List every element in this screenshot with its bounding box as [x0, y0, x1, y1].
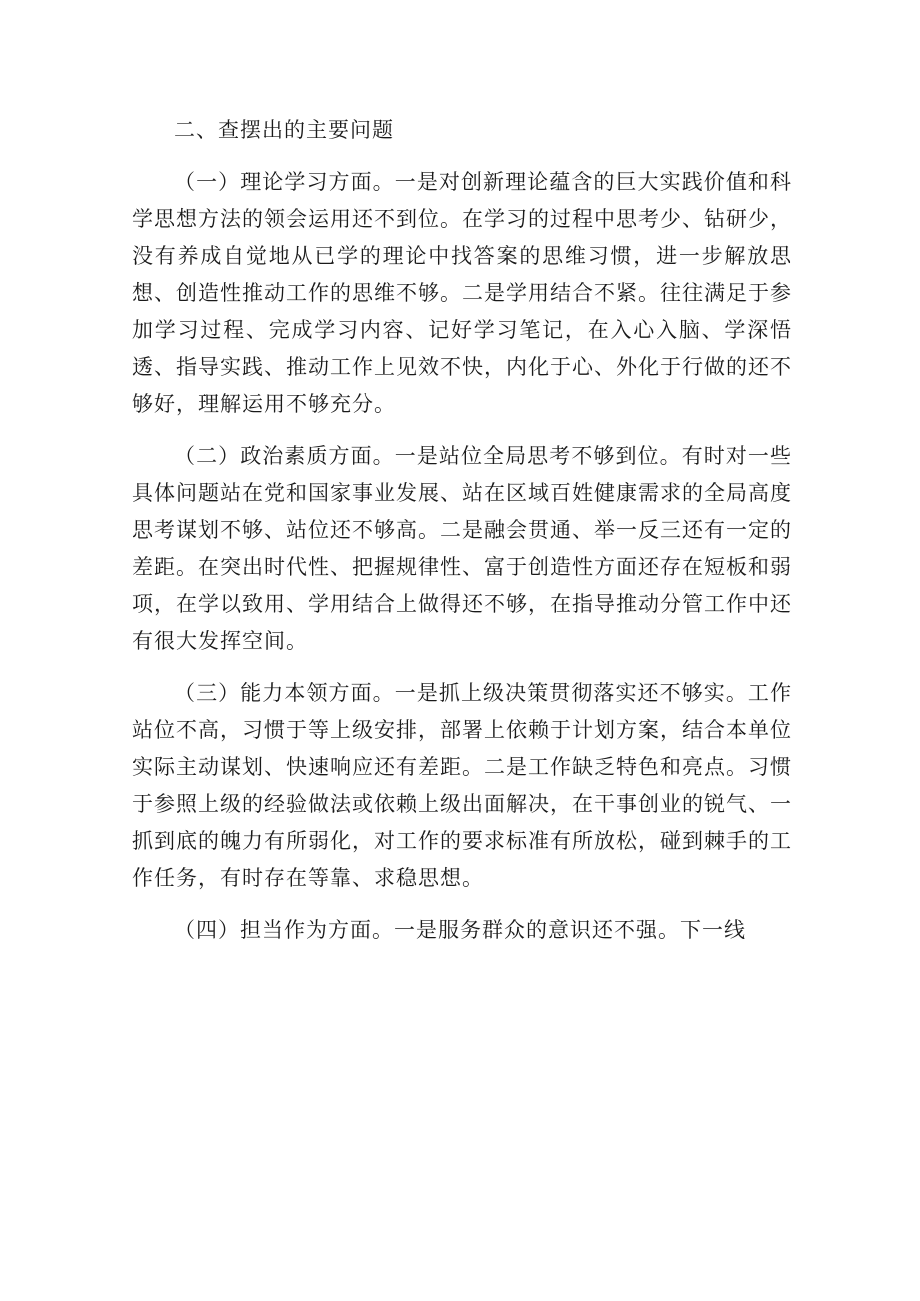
section-heading: 二、查摆出的主要问题: [174, 118, 394, 142]
paragraph-responsibility: （四）担当作为方面。一是服务群众的意识还不强。下一线: [174, 918, 746, 942]
paragraph-ability: （三）能力本领方面。一是抓上级决策贯彻落实还不够实。工作站位不高，习惯于等上级安排，部署上依赖于计划方案，结合本单位实际主动谋划、快速响应还有差距。二是工作缺乏特色和亮点。习惯于参照上级的经验做法或依赖上级出面解决，在干事创业的锐气、一抓到底的魄力有所弱化，对工作的要求标准有所放松，碰到棘手的工作任务，有时存在等靠、求稳思想。: [132, 681, 792, 890]
document-body: [132, 112, 792, 964]
paragraph-political-quality: （二）政治素质方面。一是站位全局思考不够到位。有时对一些具体问题站在党和国家事业发展、站在区域百姓健康需求的全局高度思考谋划不够、站位还不够高。二是融会贯通、举一反三还有一定的差距。在突出时代性、把握规律性、富于创造性方面还存在短板和弱项，在学以致用、学用结合上做得还不够，在指导推动分管工作中还有很大发挥空间。: [132, 444, 792, 653]
paragraph-theory-study: （一）理论学习方面。一是对创新理论蕴含的巨大实践价值和科学思想方法的领会运用还不到位。在学习的过程中思考少、钻研少，没有养成自觉地从已学的理论中找答案的思维习惯，进一步解放思想、创造性推动工作的思维不够。二是学用结合不紧。往往满足于参加学习过程、完成学习内容、记好学习笔记，在入心入脑、学深悟透、指导实践、推动工作上见效不快，内化于心、外化于行做的还不够好，理解运用不够充分。: [132, 170, 792, 416]
